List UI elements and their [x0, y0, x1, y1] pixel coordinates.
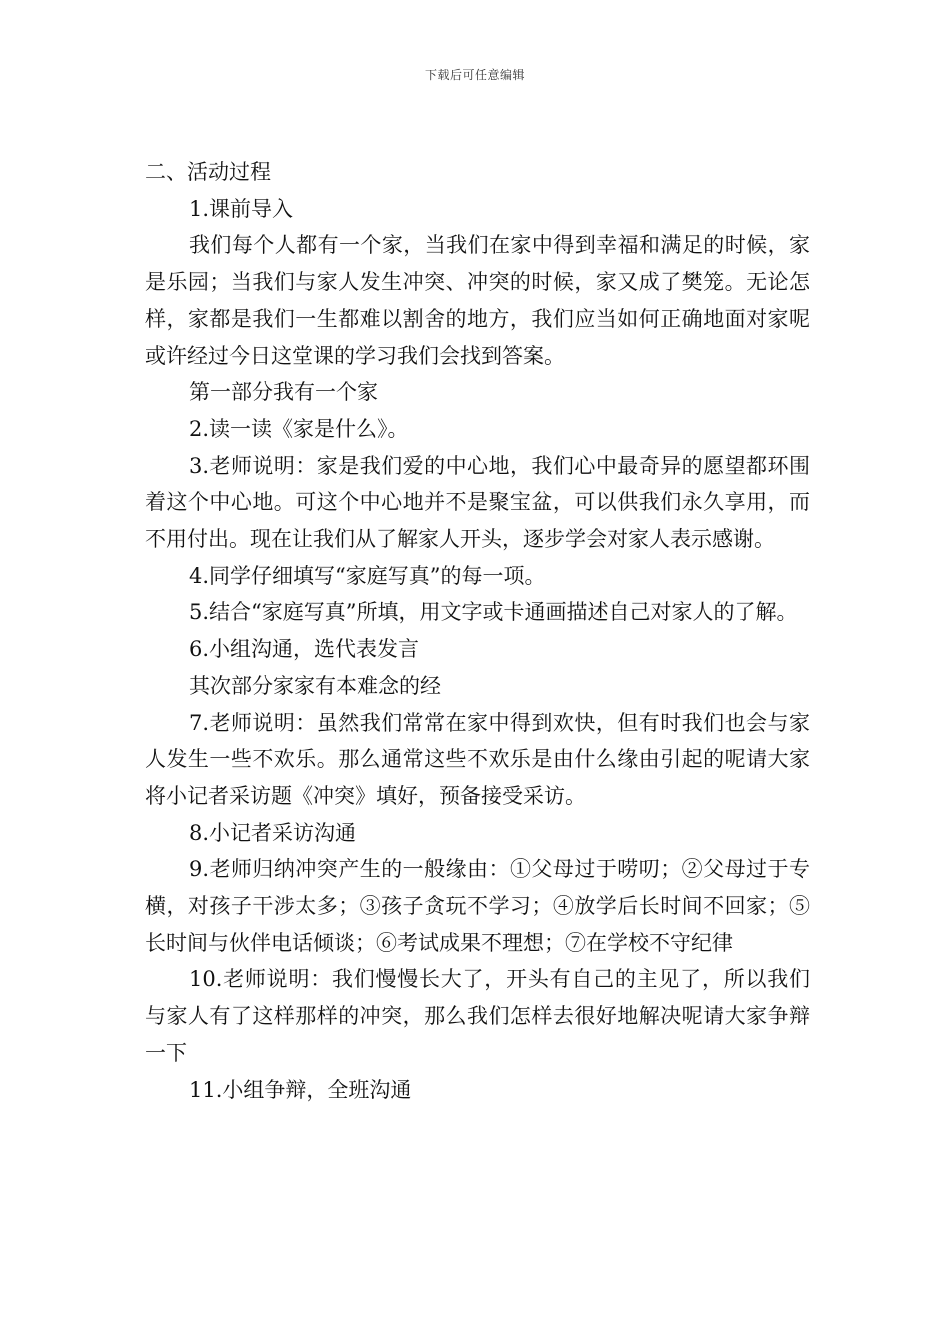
paragraph-3: 第一部分我有一个家	[189, 380, 378, 405]
paragraph-12: 9.老师归纳冲突产生的一般缘由：①父母过于唠叨；②父母过于专横，对孩子干涉太多；③孩子贪玩不学习；④放学后长时间不回家；⑤长时间与伙伴电话倾谈；⑥考试成果不理想；⑦在学校不守纪律	[145, 857, 810, 955]
section-title: 二、活动过程	[145, 160, 271, 184]
paragraph-1: 1.课前导入	[189, 196, 294, 221]
document-body	[145, 154, 810, 1108]
paragraph-6: 4.同学仔细填写“家庭写真”的每一项。	[189, 563, 546, 588]
paragraph-13: 10.老师说明：我们慢慢长大了，开头有自己的主见了，所以我们与家人有了这样那样的冲突，那么我们怎样去很好地解决呢请大家争辩一下	[145, 967, 810, 1065]
paragraph-14: 11.小组争辩，全班沟通	[189, 1077, 412, 1102]
paragraph-9: 其次部分家家有本难念的经	[189, 673, 441, 698]
paragraph-8: 6.小组沟通，选代表发言	[189, 637, 420, 662]
paragraph-11: 8.小记者采访沟通	[189, 820, 357, 845]
paragraph-2: 我们每个人都有一个家，当我们在家中得到幸福和满足的时候，家是乐园；当我们与家人发生冲突、冲突的时候，家又成了樊笼。无论怎样，家都是我们一生都难以割舍的地方，我们应当如何正确地面对家呢或许经过今日这堂课的学习我们会找到答案。	[145, 233, 810, 368]
paragraph-5: 3.老师说明：家是我们爱的中心地，我们心中最奇异的愿望都环围着这个中心地。可这个中心地并不是聚宝盆，可以供我们永久享用，而不用付出。现在让我们从了解家人开头，逐步学会对家人表示感谢。	[145, 453, 810, 552]
page-header: 下载后可任意编辑	[424, 68, 525, 82]
paragraph-4: 2.读一读《家是什么》。	[189, 416, 409, 441]
paragraph-10: 7.老师说明：虽然我们常常在家中得到欢快，但有时我们也会与家人发生一些不欢乐。那么通常这些不欢乐是由什么缘由引起的呢请大家将小记者采访题《冲突》填好，预备接受采访。	[145, 710, 810, 808]
paragraph-7: 5.结合“家庭写真”所填，用文字或卡通画描述自己对家人的了解。	[189, 600, 798, 625]
